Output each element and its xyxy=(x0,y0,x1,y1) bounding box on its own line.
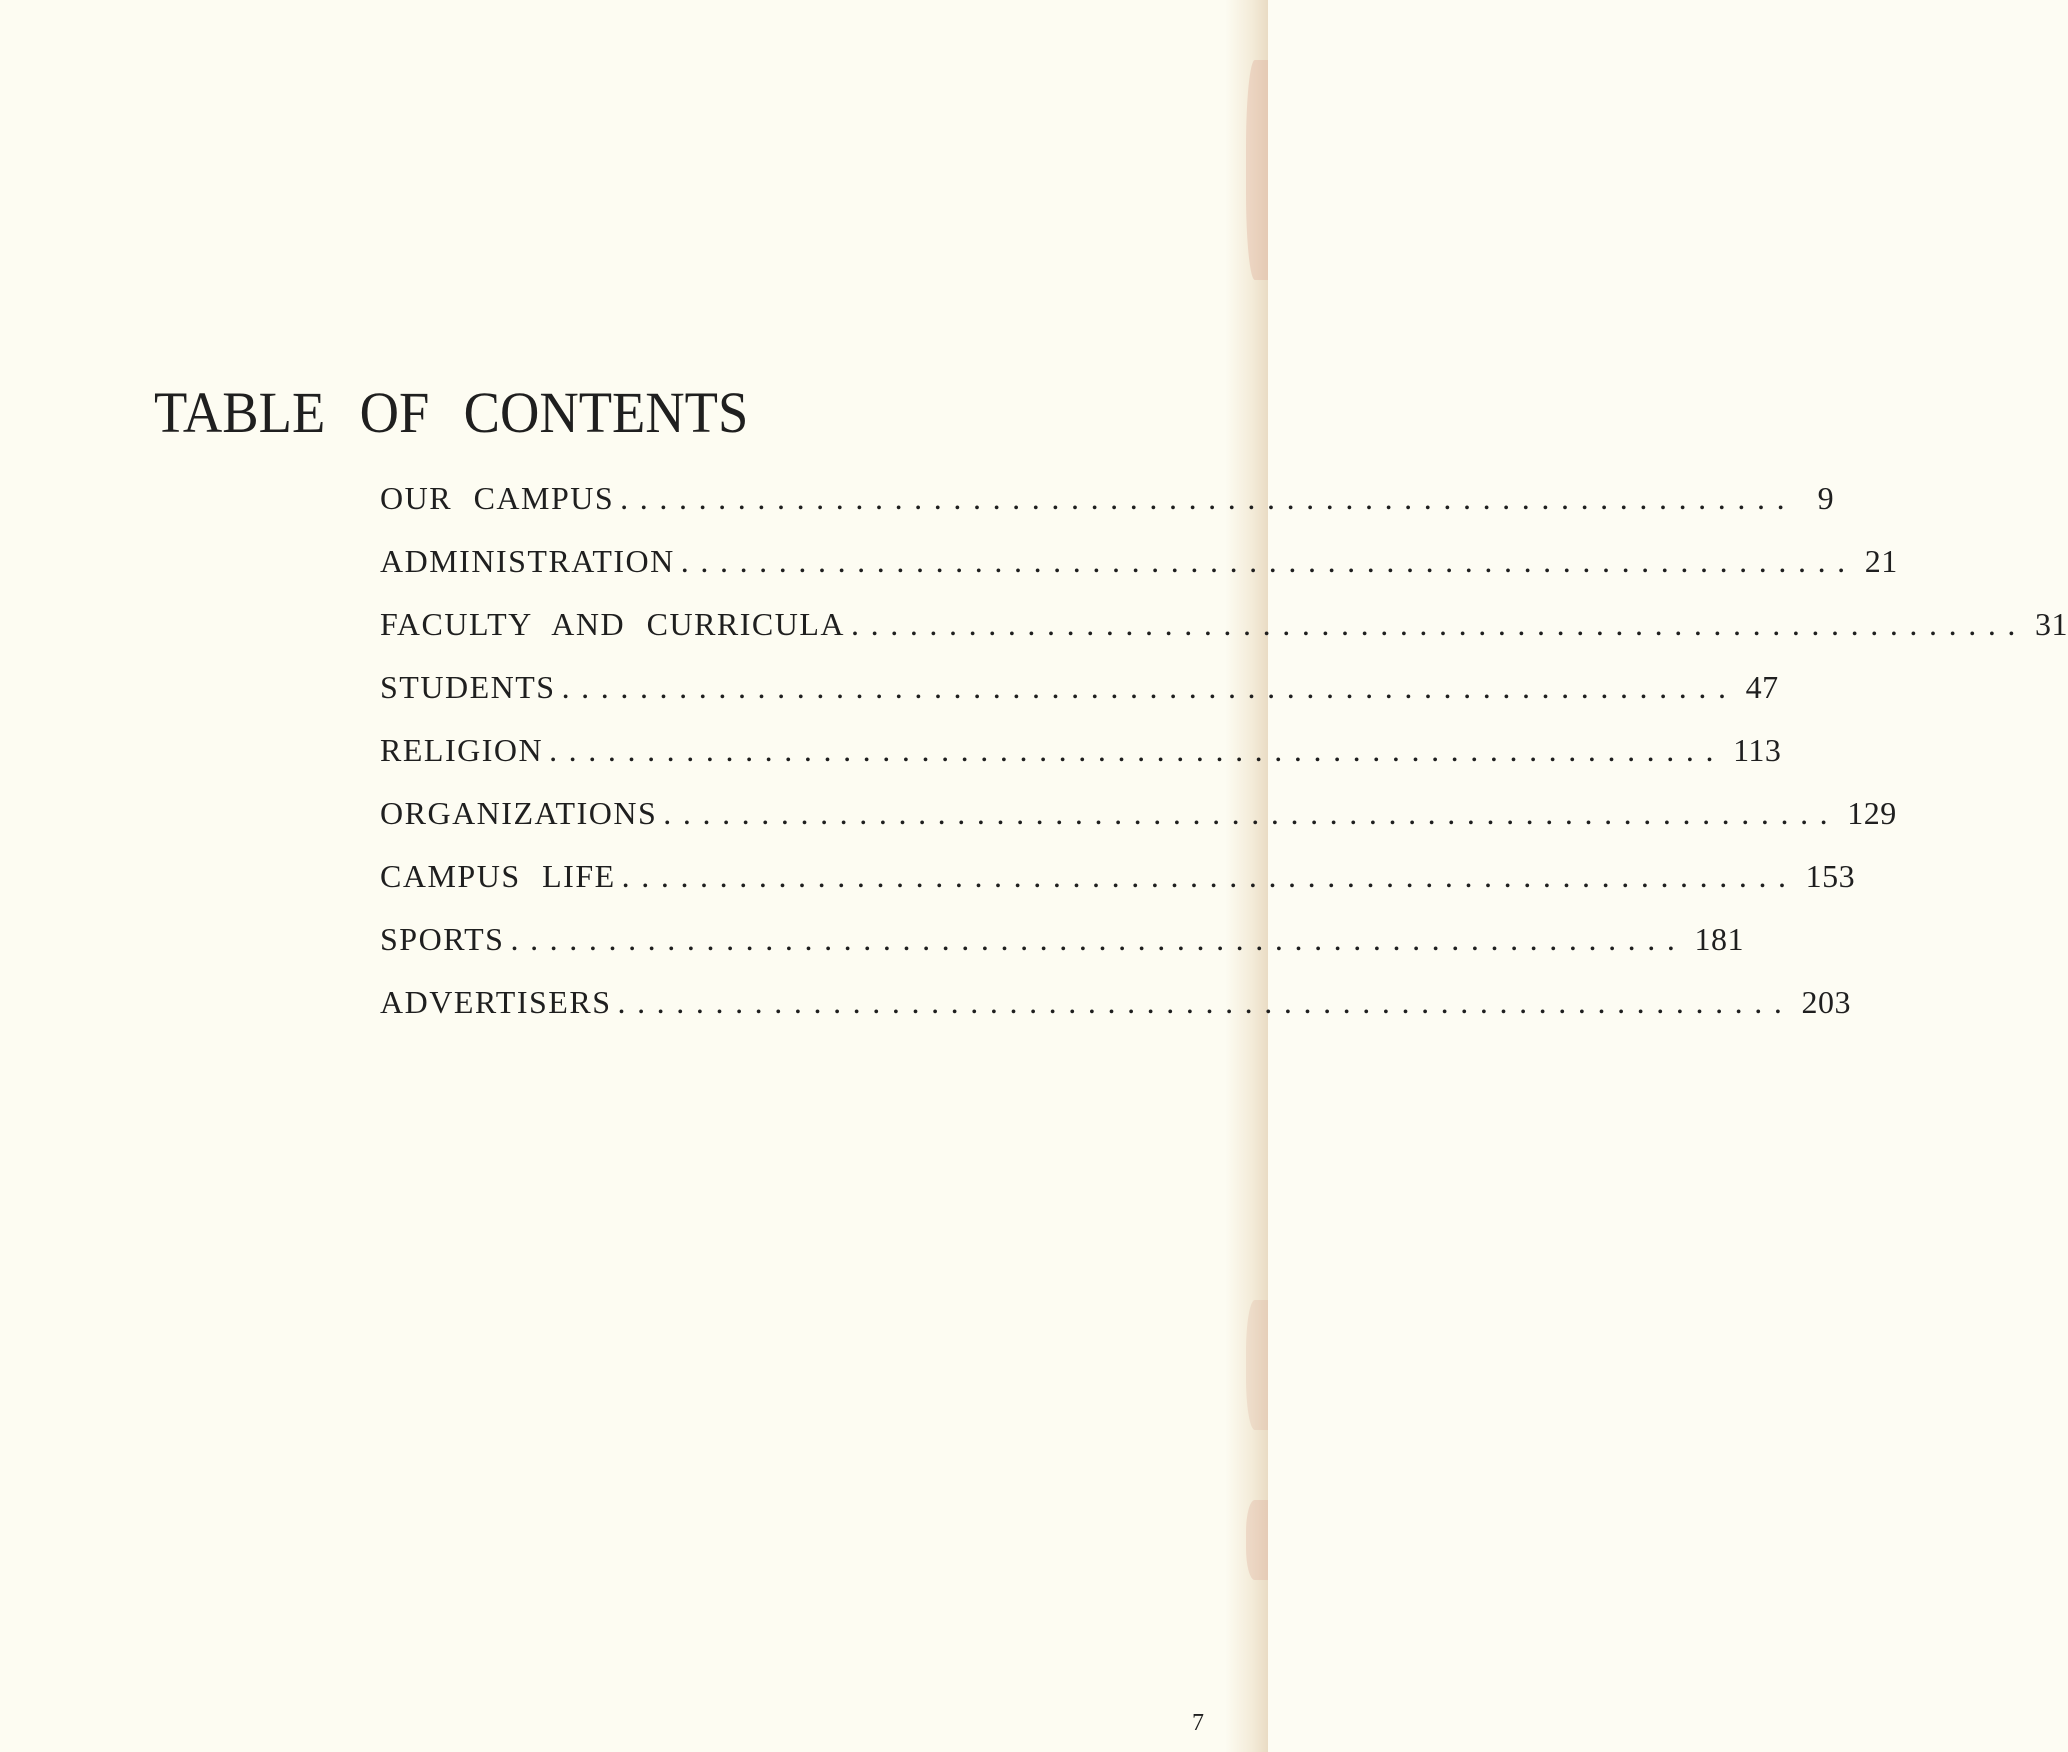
dot-leader: ............................................................ xyxy=(561,669,1738,705)
dot-leader: ............................................................ xyxy=(851,606,2028,642)
toc-entry-page: 203 xyxy=(1801,984,1851,1020)
toc-entry-page: 47 xyxy=(1745,669,1779,705)
dot-leader: ............................................................ xyxy=(620,480,1797,516)
toc-entry-page: 129 xyxy=(1847,795,1897,831)
toc-entry-page: 21 xyxy=(1864,543,1898,579)
page-title: TABLE OF CONTENTS xyxy=(154,380,749,445)
dot-leader: ............................................................ xyxy=(680,543,1857,579)
toc-entry-label: RELIGION xyxy=(380,732,544,768)
toc-entry[interactable] xyxy=(380,543,1898,606)
dot-leader: ............................................................ xyxy=(510,921,1687,957)
toc-entry[interactable] xyxy=(380,858,1856,921)
edge-stain xyxy=(1246,1300,1268,1430)
toc-entry-label: OUR CAMPUS xyxy=(380,480,615,516)
toc-entry[interactable] xyxy=(380,606,2068,669)
dot-leader: ............................................................ xyxy=(617,984,1794,1020)
toc-entry-label: ADVERTISERS xyxy=(380,984,612,1020)
edge-stain xyxy=(1246,1500,1268,1580)
toc-entry[interactable] xyxy=(380,795,1897,858)
toc-entry[interactable] xyxy=(380,732,1782,795)
toc-entry-page: 9 xyxy=(1817,480,1835,516)
toc-entry-label: STUDENTS xyxy=(380,669,556,705)
table-of-contents xyxy=(380,480,2068,1047)
dot-leader: ............................................................ xyxy=(621,858,1798,894)
toc-entry-label: CAMPUS LIFE xyxy=(380,858,616,894)
toc-entry[interactable] xyxy=(380,921,1744,984)
page-number: 7 xyxy=(1192,1710,1204,1736)
toc-entry-page: 113 xyxy=(1733,732,1782,768)
toc-entry-label: ADMINISTRATION xyxy=(380,543,675,579)
toc-entry-page: 31 xyxy=(2035,606,2068,642)
toc-entry-label: FACULTY AND CURRICULA xyxy=(380,606,846,642)
toc-entry-label: SPORTS xyxy=(380,921,505,957)
toc-entry-page: 181 xyxy=(1694,921,1744,957)
toc-entry[interactable] xyxy=(380,480,1835,543)
edge-stain xyxy=(1246,60,1268,280)
toc-entry-label: ORGANIZATIONS xyxy=(380,795,658,831)
toc-entry-page: 153 xyxy=(1805,858,1856,894)
dot-leader: ............................................................ xyxy=(549,732,1726,768)
toc-entry[interactable] xyxy=(380,984,1851,1047)
dot-leader: ............................................................ xyxy=(663,795,1840,831)
toc-entry[interactable] xyxy=(380,669,1779,732)
